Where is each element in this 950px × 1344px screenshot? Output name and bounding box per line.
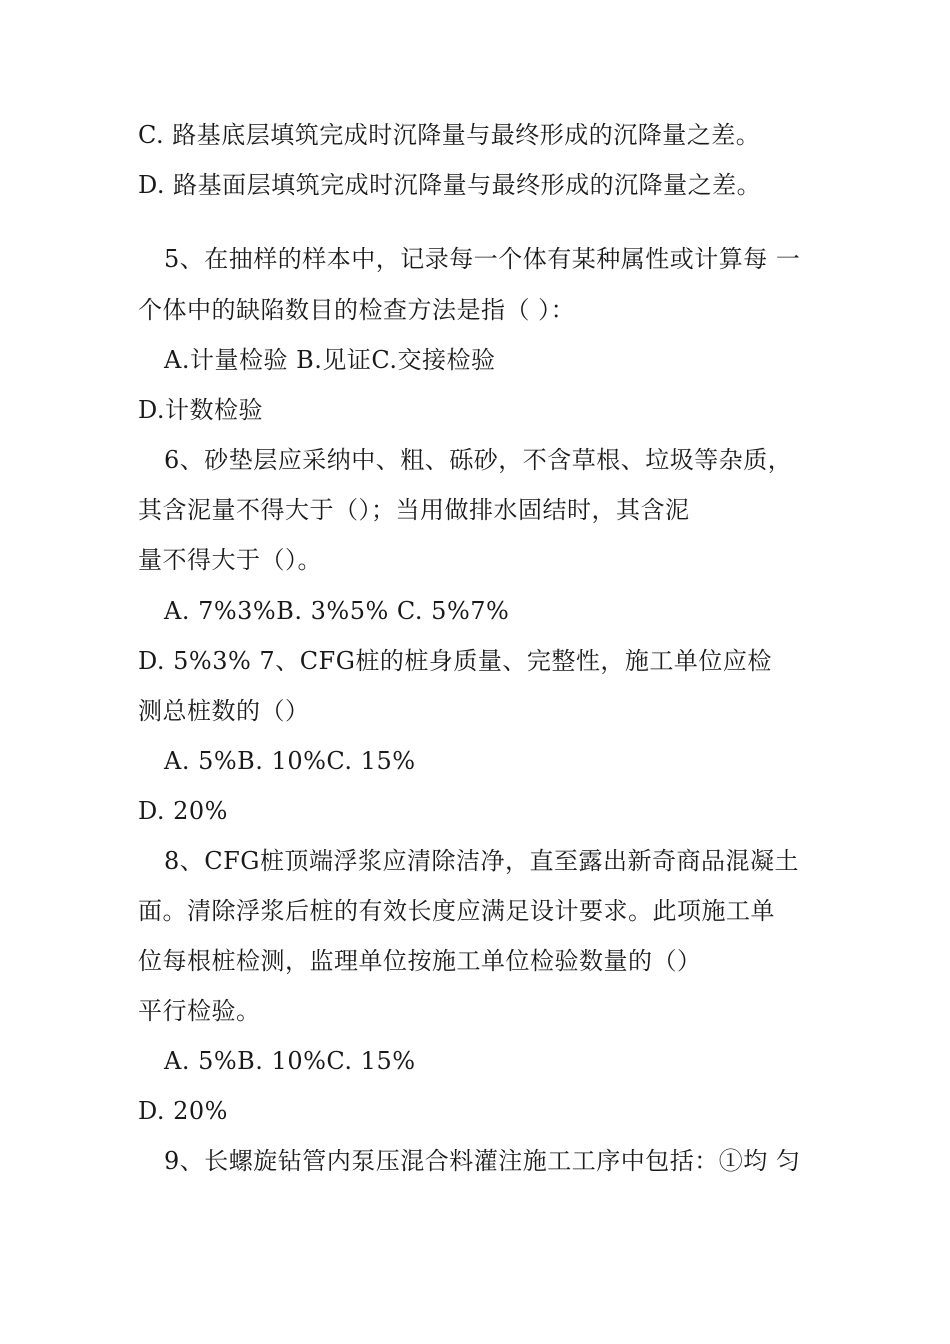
question-5-options-abc: A.计量检验 B.见证C.交接检验 (164, 346, 496, 374)
question-8-options-abc: A. 5%B. 10%C. 15% (164, 1047, 416, 1075)
question-6-option-d-and-question-7: D. 5%3% 7、CFG桩的桩身质量、完整性，施工单位应检 (138, 647, 772, 675)
question-8-option-d: D. 20% (138, 1097, 228, 1125)
question-6-options-abc: A. 7%3%B. 3%5% C. 5%7% (164, 597, 510, 625)
question-6-line-2: 其含泥量不得大于（）；当用做排水固结时，其含泥 (138, 496, 690, 524)
question-7-options-abc: A. 5%B. 10%C. 15% (164, 747, 416, 775)
question-7-option-d: D. 20% (138, 797, 228, 825)
question-7-line-2: 测总桩数的（） (138, 697, 310, 725)
question-8-line-2: 面。清除浮浆后桩的有效长度应满足设计要求。此项施工单 (138, 897, 775, 925)
question-9-line-1: 9、长螺旋钻管内泵压混合料灌注施工工序中包括：①均 匀 (164, 1147, 801, 1175)
question-8-line-3: 位每根桩检测，监理单位按施工单位检验数量的（） (138, 947, 702, 975)
question-6-line-1: 6、砂垫层应采纳中、粗、砾砂，不含草根、垃圾等杂质， (164, 446, 793, 474)
question-5-line-1: 5、在抽样的样本中，记录每一个体有某种属性或计算每 一 (164, 245, 801, 273)
question-5-option-d: D.计数检验 (138, 396, 264, 424)
question-8-line-1: 8、CFG桩顶端浮浆应清除洁净，直至露出新奇商品混凝土 (164, 847, 799, 875)
question-8-line-4: 平行检验。 (138, 997, 261, 1025)
question-6-line-3: 量不得大于（）。 (138, 546, 322, 574)
option-d-q4: D. 路基面层填筑完成时沉降量与最终形成的沉降量之差。 (138, 171, 762, 199)
question-5-line-2: 个体中的缺陷数目的检查方法是指（ ）： (138, 296, 576, 324)
option-c-q4: C. 路基底层填筑完成时沉降量与最终形成的沉降量之差。 (138, 121, 761, 149)
